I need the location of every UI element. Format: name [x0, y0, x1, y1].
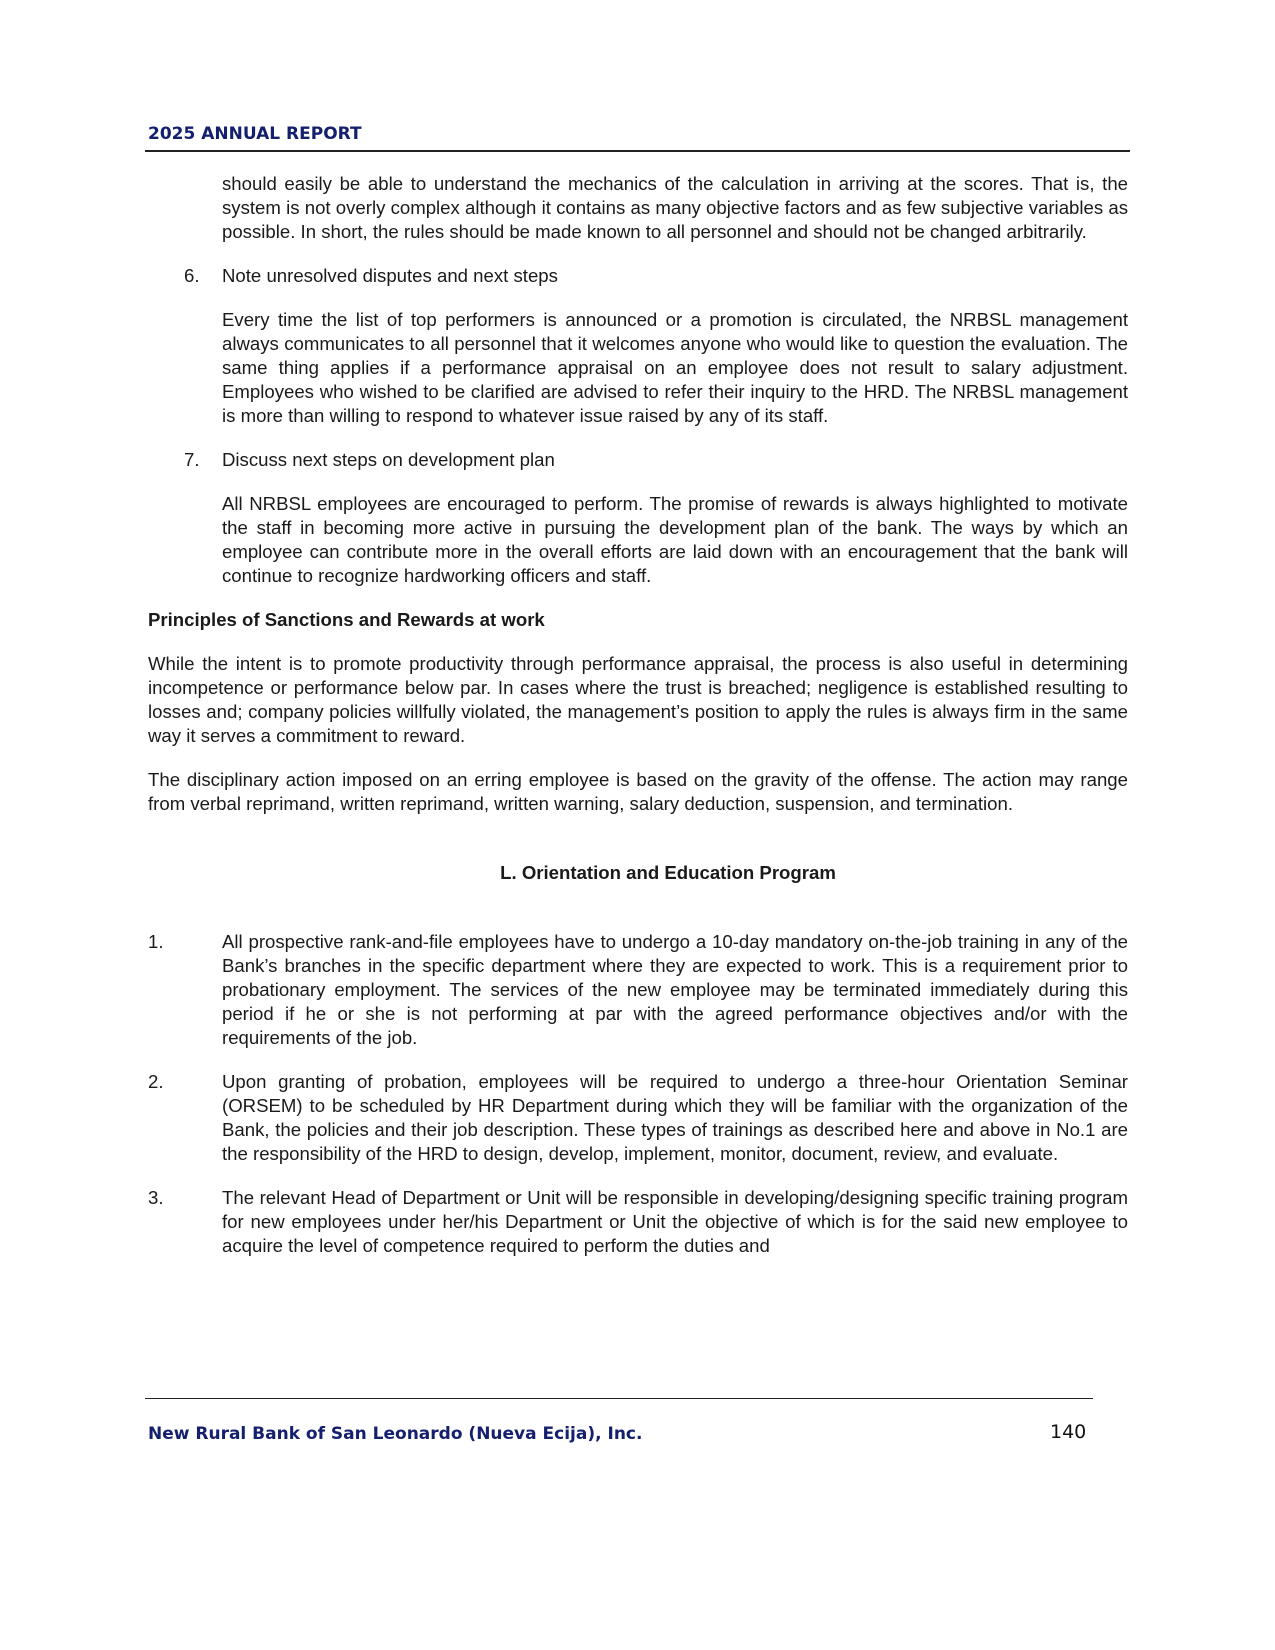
- header-divider: [145, 150, 1130, 152]
- program-item: [148, 930, 1128, 1050]
- program-item-number: 3.: [148, 1187, 164, 1208]
- step-title: Discuss next steps on development plan: [222, 449, 555, 470]
- section-title: L. Orientation and Education Program: [500, 862, 836, 883]
- footer-divider: [145, 1398, 1093, 1399]
- step-title: Note unresolved disputes and next steps: [222, 265, 558, 286]
- principles-paragraph: While the intent is to promote productivity through performance appraisal, the process is also useful in determining incompetence or performance below par. In cases where the trust is breached; negligence is established resulting to losses and; company policies willfully violated, the management’s position to apply the rules is always firm in the same way it serves a commitment to reward.: [148, 653, 1128, 746]
- program-item-text: Upon granting of probation, employees will be required to undergo a three-hour Orientation Seminar (ORSEM) to be scheduled by HR Department during which they will be familiar with the organization of the Bank, the policies and their job description. These types of trainings as described here and above in No.1 are the responsibility of the HRD to design, develop, implement, monitor, document, review, and evaluate.: [222, 1071, 1128, 1164]
- program-item-number: 2.: [148, 1071, 164, 1092]
- step-paragraph: All NRBSL employees are encouraged to perform. The promise of rewards is always highlighted to motivate the staff in becoming more active in pursuing the development plan of the bank. The ways by which an employee can contribute more in the overall efforts are laid down with an encouragement that the bank will continue to recognize hardworking officers and staff.: [222, 493, 1128, 586]
- intro-paragraph: should easily be able to understand the mechanics of the calculation in arriving at the scores. That is, the system is not overly complex although it contains as many objective factors and as few subjective variables as possible. In short, the rules should be made known to all personnel and should not be changed arbitrarily.: [222, 173, 1128, 242]
- step-item: [184, 264, 1128, 288]
- program-item: [148, 1070, 1128, 1166]
- report-header-title: 2025 ANNUAL REPORT: [148, 124, 362, 144]
- page-content: [148, 172, 1128, 1258]
- step-item: [184, 448, 1128, 472]
- program-item-text: All prospective rank-and-file employees have to undergo a 10-day mandatory on-the-job training in any of the Bank’s branches in the specific department where they are expected to work. This is a requirement prior to probationary employment. The services of the new employee may be terminated immediately during this period if he or she is not performing at par with the agreed performance objectives and/or with the requirements of the job.: [222, 931, 1128, 1048]
- program-item: [148, 1186, 1128, 1258]
- program-item-number: 1.: [148, 931, 164, 952]
- principles-paragraph: The disciplinary action imposed on an erring employee is based on the gravity of the offense. The action may range from verbal reprimand, written reprimand, written warning, salary deduction, suspension, and termination.: [148, 769, 1128, 814]
- footer-company-name: New Rural Bank of San Leonardo (Nueva Ecija), Inc.: [148, 1424, 643, 1444]
- step-paragraph: Every time the list of top performers is announced or a promotion is circulated, the NRBSL management always communicates to all personnel that it welcomes anyone who would like to question the evaluation. The same thing applies if a performance appraisal on an employee does not result to salary adjustment. Employees who wished to be clarified are advised to refer their inquiry to the HRD. The NRBSL management is more than willing to respond to whatever issue raised by any of its staff.: [222, 309, 1128, 426]
- step-number: 7.: [184, 449, 200, 470]
- program-item-text: The relevant Head of Department or Unit will be responsible in developing/designing specific training program for new employees under her/his Department or Unit the objective of which is for the said new employee to acquire the level of competence required to perform the duties and: [222, 1187, 1128, 1256]
- principles-heading: Principles of Sanctions and Rewards at work: [148, 609, 545, 630]
- step-number: 6.: [184, 265, 200, 286]
- page-number: 140: [1050, 1421, 1087, 1443]
